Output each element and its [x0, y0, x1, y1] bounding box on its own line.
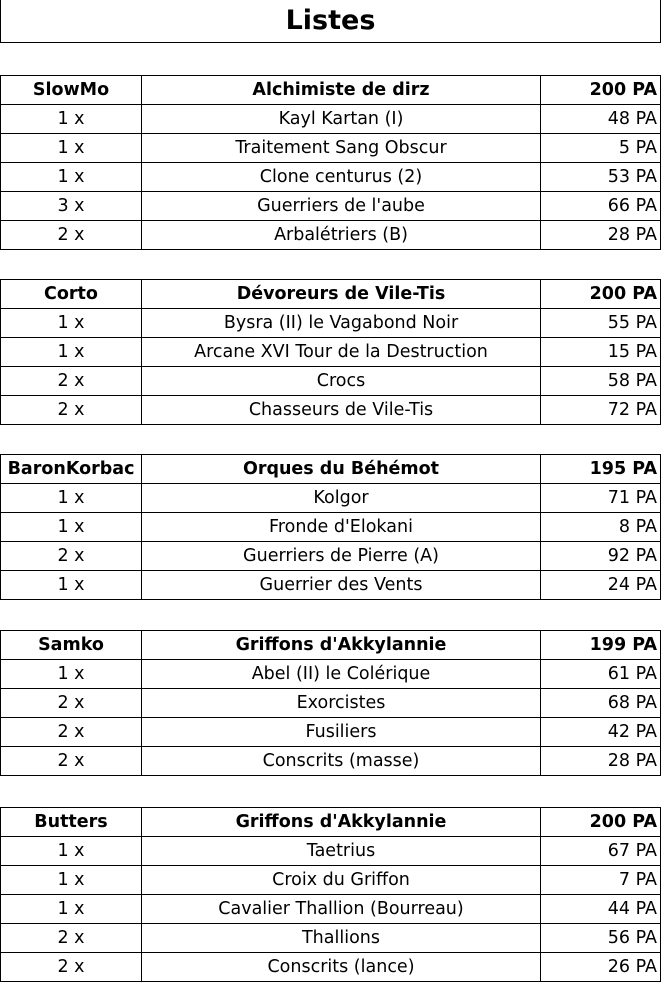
unit-name: Thallions — [142, 924, 541, 953]
unit-cost: 92 PA — [541, 542, 661, 571]
unit-cost: 44 PA — [541, 895, 661, 924]
table-row — [1, 484, 661, 513]
army-list-table — [0, 807, 661, 982]
unit-cost: 72 PA — [541, 396, 661, 425]
unit-name: Taetrius — [142, 837, 541, 866]
unit-name: Arbalétriers (B) — [142, 221, 541, 250]
table-row — [1, 163, 661, 192]
table-row — [1, 837, 661, 866]
unit-cost: 53 PA — [541, 163, 661, 192]
army-list-table — [0, 75, 661, 250]
player-name: Samko — [1, 631, 142, 660]
table-row — [1, 338, 661, 367]
unit-quantity: 1 x — [1, 866, 142, 895]
unit-quantity: 3 x — [1, 192, 142, 221]
table-row — [1, 192, 661, 221]
unit-name: Abel (II) le Colérique — [142, 660, 541, 689]
unit-quantity: 1 x — [1, 660, 142, 689]
unit-name: Guerriers de Pierre (A) — [142, 542, 541, 571]
table-row — [1, 747, 661, 776]
unit-name: Clone centurus (2) — [142, 163, 541, 192]
unit-name: Fusiliers — [142, 718, 541, 747]
unit-cost: 15 PA — [541, 338, 661, 367]
table-row — [1, 542, 661, 571]
list-header-row — [1, 455, 661, 484]
unit-quantity: 2 x — [1, 689, 142, 718]
table-row — [1, 396, 661, 425]
unit-name: Arcane XVI Tour de la Destruction — [142, 338, 541, 367]
unit-name: Kolgor — [142, 484, 541, 513]
army-list-table — [0, 630, 661, 776]
unit-name: Cavalier Thallion (Bourreau) — [142, 895, 541, 924]
unit-cost: 8 PA — [541, 513, 661, 542]
table-row — [1, 309, 661, 338]
table-row — [1, 953, 661, 982]
table-row — [1, 134, 661, 163]
unit-quantity: 1 x — [1, 484, 142, 513]
unit-quantity: 1 x — [1, 163, 142, 192]
table-row — [1, 895, 661, 924]
unit-quantity: 2 x — [1, 396, 142, 425]
unit-quantity: 1 x — [1, 513, 142, 542]
unit-name: Kayl Kartan (I) — [142, 105, 541, 134]
unit-cost: 26 PA — [541, 953, 661, 982]
unit-cost: 7 PA — [541, 866, 661, 895]
unit-quantity: 2 x — [1, 747, 142, 776]
unit-cost: 28 PA — [541, 747, 661, 776]
unit-cost: 24 PA — [541, 571, 661, 600]
player-name: BaronKorbac — [1, 455, 142, 484]
unit-cost: 66 PA — [541, 192, 661, 221]
army-name: Orques du Béhémot — [142, 455, 541, 484]
army-name: Alchimiste de dirz — [142, 76, 541, 105]
table-row — [1, 513, 661, 542]
unit-cost: 71 PA — [541, 484, 661, 513]
army-list-table — [0, 454, 661, 600]
unit-quantity: 2 x — [1, 367, 142, 396]
title-box — [0, 0, 661, 43]
unit-name: Chasseurs de Vile-Tis — [142, 396, 541, 425]
table-row — [1, 105, 661, 134]
unit-cost: 48 PA — [541, 105, 661, 134]
unit-name: Exorcistes — [142, 689, 541, 718]
unit-quantity: 2 x — [1, 542, 142, 571]
list-total: 199 PA — [541, 631, 661, 660]
unit-cost: 28 PA — [541, 221, 661, 250]
table-row — [1, 571, 661, 600]
unit-name: Guerriers de l'aube — [142, 192, 541, 221]
unit-cost: 61 PA — [541, 660, 661, 689]
table-row — [1, 924, 661, 953]
unit-cost: 68 PA — [541, 689, 661, 718]
unit-quantity: 1 x — [1, 134, 142, 163]
army-name: Griffons d'Akkylannie — [142, 631, 541, 660]
unit-quantity: 1 x — [1, 895, 142, 924]
unit-name: Traitement Sang Obscur — [142, 134, 541, 163]
table-row — [1, 718, 661, 747]
unit-cost: 55 PA — [541, 309, 661, 338]
list-total: 200 PA — [541, 808, 661, 837]
army-name: Griffons d'Akkylannie — [142, 808, 541, 837]
unit-name: Crocs — [142, 367, 541, 396]
list-header-row — [1, 280, 661, 309]
list-total: 195 PA — [541, 455, 661, 484]
table-row — [1, 866, 661, 895]
unit-name: Guerrier des Vents — [142, 571, 541, 600]
list-header-row — [1, 76, 661, 105]
unit-quantity: 1 x — [1, 571, 142, 600]
table-row — [1, 689, 661, 718]
unit-quantity: 2 x — [1, 953, 142, 982]
list-total: 200 PA — [541, 280, 661, 309]
player-name: SlowMo — [1, 76, 142, 105]
unit-cost: 58 PA — [541, 367, 661, 396]
table-row — [1, 221, 661, 250]
page-title: Listes — [285, 5, 376, 36]
unit-quantity: 1 x — [1, 338, 142, 367]
player-name: Corto — [1, 280, 142, 309]
player-name: Butters — [1, 808, 142, 837]
unit-cost: 67 PA — [541, 837, 661, 866]
unit-name: Conscrits (lance) — [142, 953, 541, 982]
unit-name: Bysra (II) le Vagabond Noir — [142, 309, 541, 338]
unit-quantity: 1 x — [1, 105, 142, 134]
unit-quantity: 1 x — [1, 309, 142, 338]
list-header-row — [1, 631, 661, 660]
list-header-row — [1, 808, 661, 837]
unit-quantity: 1 x — [1, 837, 142, 866]
unit-quantity: 2 x — [1, 924, 142, 953]
army-name: Dévoreurs de Vile-Tis — [142, 280, 541, 309]
unit-cost: 5 PA — [541, 134, 661, 163]
table-row — [1, 367, 661, 396]
army-list-table — [0, 279, 661, 425]
unit-name: Conscrits (masse) — [142, 747, 541, 776]
unit-quantity: 2 x — [1, 221, 142, 250]
unit-name: Fronde d'Elokani — [142, 513, 541, 542]
unit-cost: 56 PA — [541, 924, 661, 953]
table-row — [1, 660, 661, 689]
unit-name: Croix du Griffon — [142, 866, 541, 895]
unit-quantity: 2 x — [1, 718, 142, 747]
unit-cost: 42 PA — [541, 718, 661, 747]
list-total: 200 PA — [541, 76, 661, 105]
